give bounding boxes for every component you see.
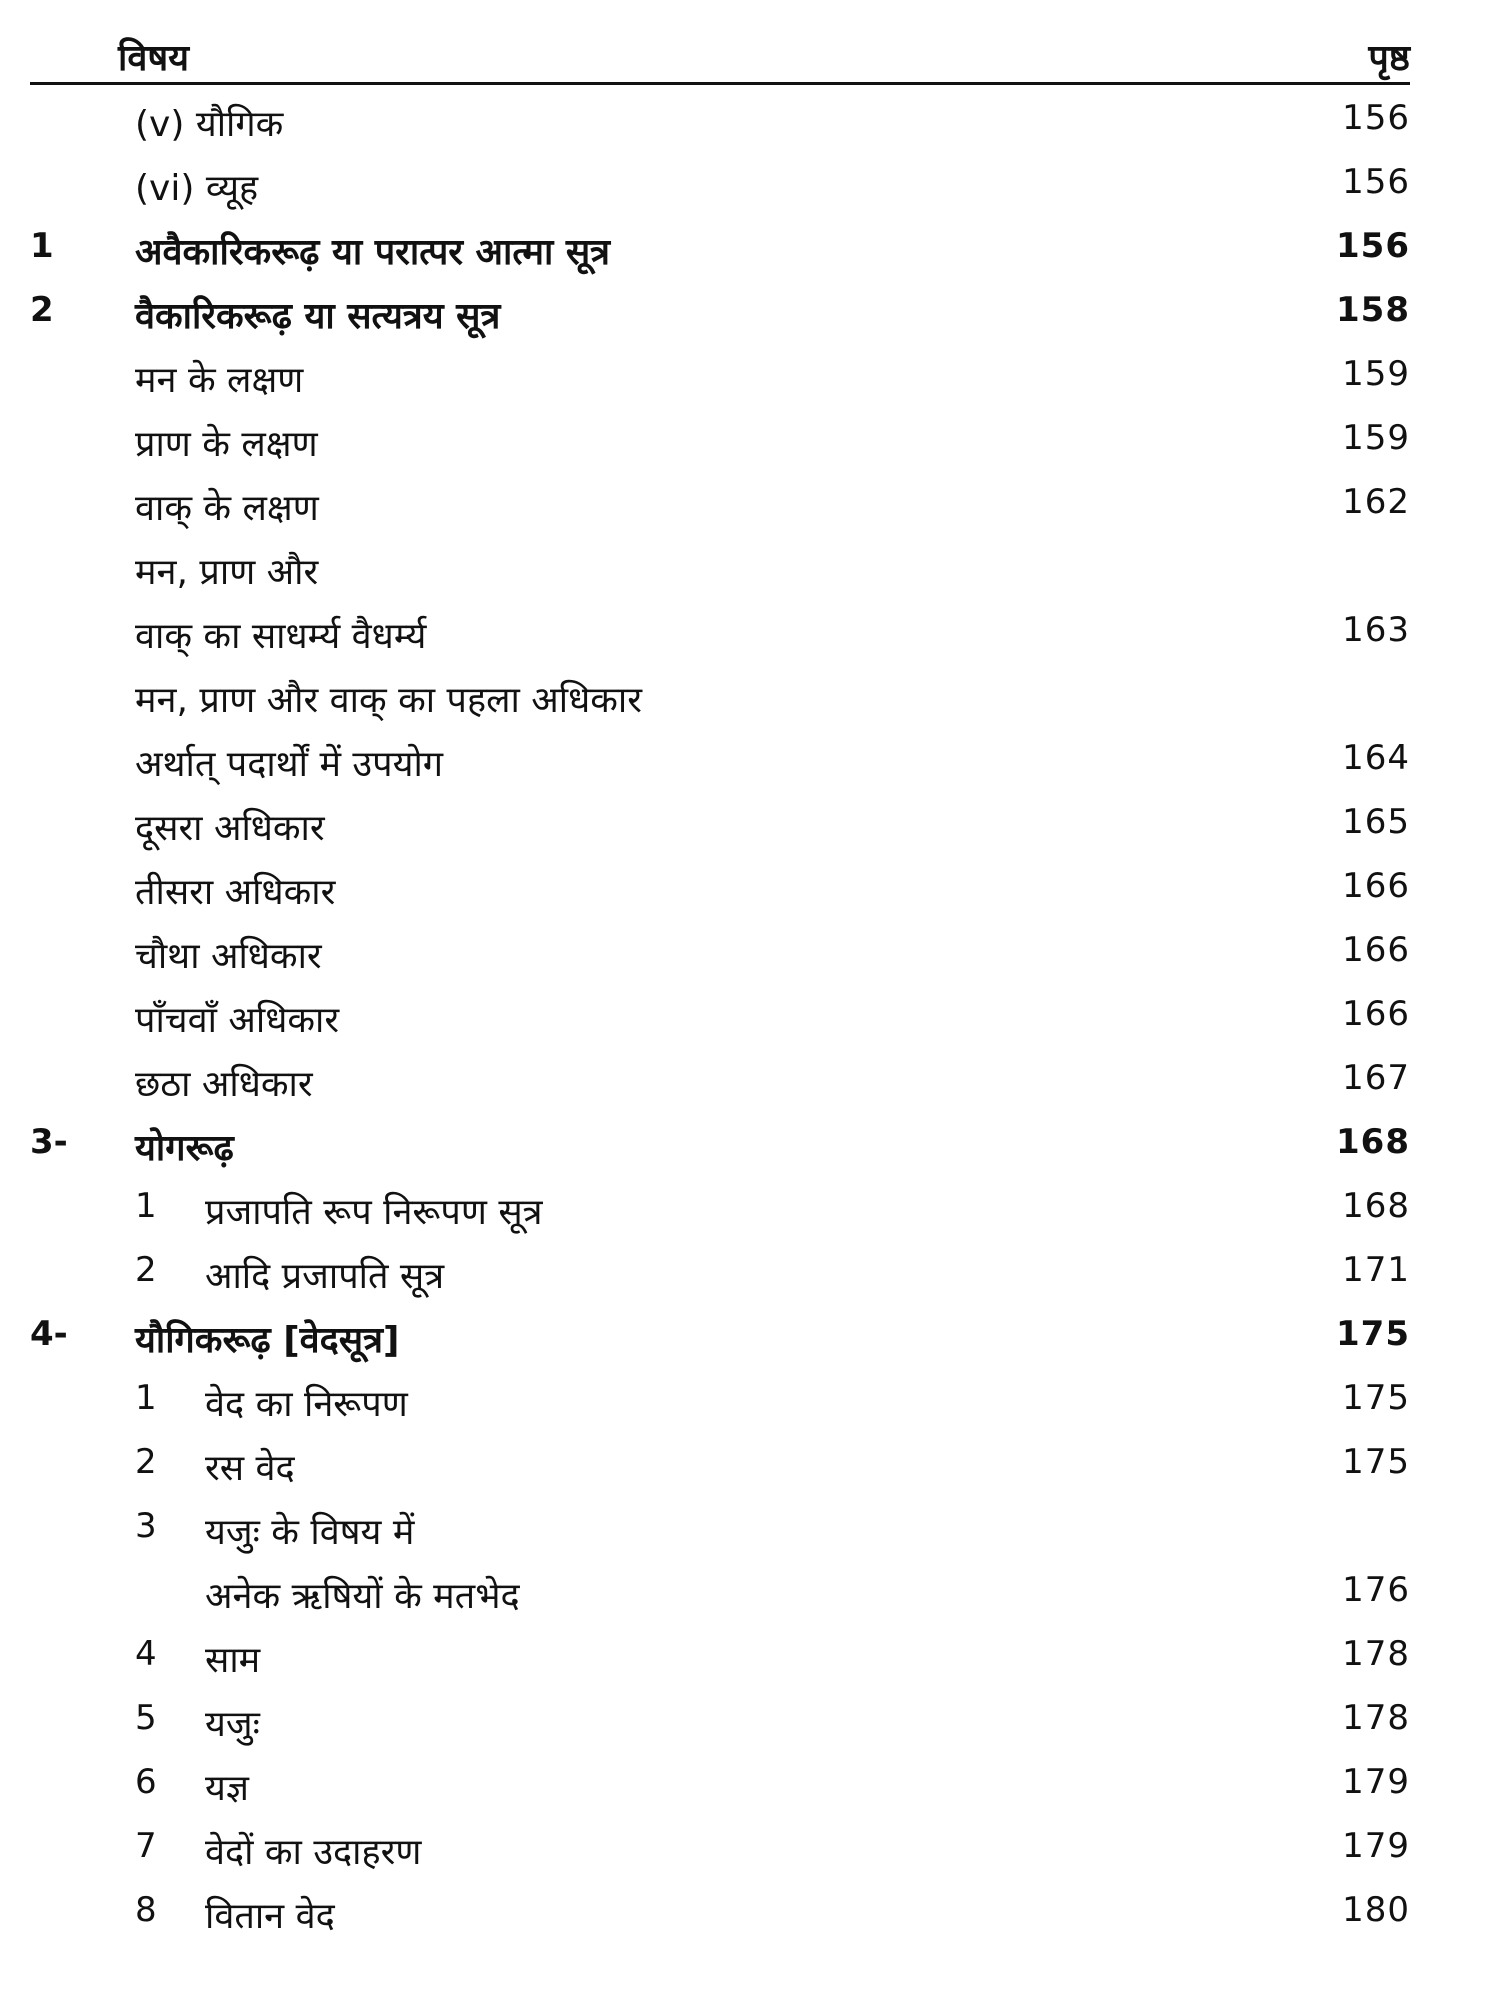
toc-entry <box>0 1816 1500 1880</box>
entry-page-number: 158 <box>1336 290 1410 330</box>
entry-title: यौगिकरूढ़ [वेदसूत्र] <box>135 1320 400 1361</box>
toc-entry <box>0 1368 1500 1432</box>
toc-entry <box>0 856 1500 920</box>
entry-title: वैकारिकरूढ़ या सत्यत्रय सूत्र <box>135 296 501 337</box>
entry-page-number: 175 <box>1342 1378 1410 1418</box>
toc-entry <box>0 1752 1500 1816</box>
toc-entry <box>0 1176 1500 1240</box>
entry-title: चौथा अधिकार <box>135 936 322 977</box>
entry-title: (v) यौगिक <box>135 104 284 145</box>
entry-number: 1 <box>30 226 54 266</box>
entry-title: रस वेद <box>205 1448 295 1489</box>
entry-number: 2 <box>135 1250 157 1290</box>
entry-page-number: 171 <box>1342 1250 1410 1290</box>
entry-title: यजुः <box>205 1704 260 1745</box>
entry-page-number: 168 <box>1342 1186 1410 1226</box>
entry-number: 4 <box>135 1634 157 1674</box>
toc-entry <box>0 88 1500 152</box>
entry-number: 1 <box>135 1186 157 1226</box>
entry-page-number: 178 <box>1342 1698 1410 1738</box>
toc-entry <box>0 472 1500 536</box>
entry-page-number: 179 <box>1342 1826 1410 1866</box>
entry-title: साम <box>205 1640 261 1681</box>
subject-column-label: विषय <box>118 38 190 79</box>
toc-entry <box>0 280 1500 344</box>
entry-page-number: 168 <box>1336 1122 1410 1162</box>
entry-title: योगरूढ़ <box>135 1128 234 1169</box>
entry-number: 6 <box>135 1762 157 1802</box>
entry-number: 5 <box>135 1698 157 1738</box>
toc-entry <box>0 1560 1500 1624</box>
entry-title: अनेक ऋषियों के मतभेद <box>205 1576 520 1617</box>
toc-entry <box>0 216 1500 280</box>
toc-entry <box>0 344 1500 408</box>
toc-entry <box>0 408 1500 472</box>
entry-title: वितान वेद <box>205 1896 335 1937</box>
toc-entry <box>0 1304 1500 1368</box>
entry-title: (vi) व्यूह <box>135 168 259 209</box>
toc-entry <box>0 1240 1500 1304</box>
entry-page-number: 156 <box>1342 98 1410 138</box>
entry-title: छठा अधिकार <box>135 1064 313 1105</box>
entry-number: 2 <box>30 290 54 330</box>
entry-title: तीसरा अधिकार <box>135 872 336 913</box>
entry-number: 7 <box>135 1826 157 1866</box>
toc-entry <box>0 1112 1500 1176</box>
toc-entry <box>0 920 1500 984</box>
entry-page-number: 178 <box>1342 1634 1410 1674</box>
toc-header <box>30 30 1410 85</box>
entry-title: आदि प्रजापति सूत्र <box>205 1256 445 1297</box>
entry-title: प्राण के लक्षण <box>135 424 318 465</box>
entry-title: यजुः के विषय में <box>205 1512 415 1553</box>
entry-title: वेदों का उदाहरण <box>205 1832 422 1873</box>
entry-page-number: 165 <box>1342 802 1410 842</box>
toc-entry <box>0 1432 1500 1496</box>
entry-page-number: 166 <box>1342 994 1410 1034</box>
entry-title: अवैकारिकरूढ़ या परात्पर आत्मा सूत्र <box>135 232 611 273</box>
entry-title: मन, प्राण और वाक् का पहला अधिकार <box>135 680 642 721</box>
entry-page-number: 176 <box>1342 1570 1410 1610</box>
entry-number: 3- <box>30 1122 68 1162</box>
entry-number: 8 <box>135 1890 157 1930</box>
entry-title: यज्ञ <box>205 1768 249 1809</box>
entry-title: वाक् के लक्षण <box>135 488 319 529</box>
toc-entry <box>0 1880 1500 1944</box>
page-column-label: पृष्ठ <box>1368 38 1410 79</box>
toc-entry <box>0 1048 1500 1112</box>
entry-title: पाँचवाँ अधिकार <box>135 1000 340 1041</box>
entry-page-number: 166 <box>1342 866 1410 906</box>
entry-number: 4- <box>30 1314 68 1354</box>
entry-number: 1 <box>135 1378 157 1418</box>
entry-page-number: 159 <box>1342 354 1410 394</box>
entry-title: प्रजापति रूप निरूपण सूत्र <box>205 1192 543 1233</box>
entry-page-number: 162 <box>1342 482 1410 522</box>
entry-title: मन के लक्षण <box>135 360 304 401</box>
entry-page-number: 166 <box>1342 930 1410 970</box>
entry-page-number: 164 <box>1342 738 1410 778</box>
toc-entry <box>0 1688 1500 1752</box>
entry-page-number: 179 <box>1342 1762 1410 1802</box>
toc-entry <box>0 792 1500 856</box>
entry-title: मन, प्राण और <box>135 552 319 593</box>
entry-page-number: 156 <box>1336 226 1410 266</box>
toc-entry <box>0 152 1500 216</box>
table-of-contents <box>0 88 1500 1944</box>
toc-entry <box>0 728 1500 792</box>
entry-title: अर्थात् पदार्थों में उपयोग <box>135 744 444 785</box>
toc-entry <box>0 536 1500 600</box>
entry-page-number: 167 <box>1342 1058 1410 1098</box>
toc-entry <box>0 1624 1500 1688</box>
toc-entry <box>0 664 1500 728</box>
entry-page-number: 180 <box>1342 1890 1410 1930</box>
entry-title: वेद का निरूपण <box>205 1384 408 1425</box>
entry-number: 3 <box>135 1506 157 1546</box>
entry-number: 2 <box>135 1442 157 1482</box>
toc-entry <box>0 1496 1500 1560</box>
entry-title: वाक् का साधर्म्य वैधर्म्य <box>135 616 427 657</box>
entry-page-number: 163 <box>1342 610 1410 650</box>
entry-page-number: 156 <box>1342 162 1410 202</box>
entry-page-number: 159 <box>1342 418 1410 458</box>
toc-entry <box>0 600 1500 664</box>
entry-page-number: 175 <box>1342 1442 1410 1482</box>
entry-title: दूसरा अधिकार <box>135 808 325 849</box>
toc-entry <box>0 984 1500 1048</box>
entry-page-number: 175 <box>1336 1314 1410 1354</box>
